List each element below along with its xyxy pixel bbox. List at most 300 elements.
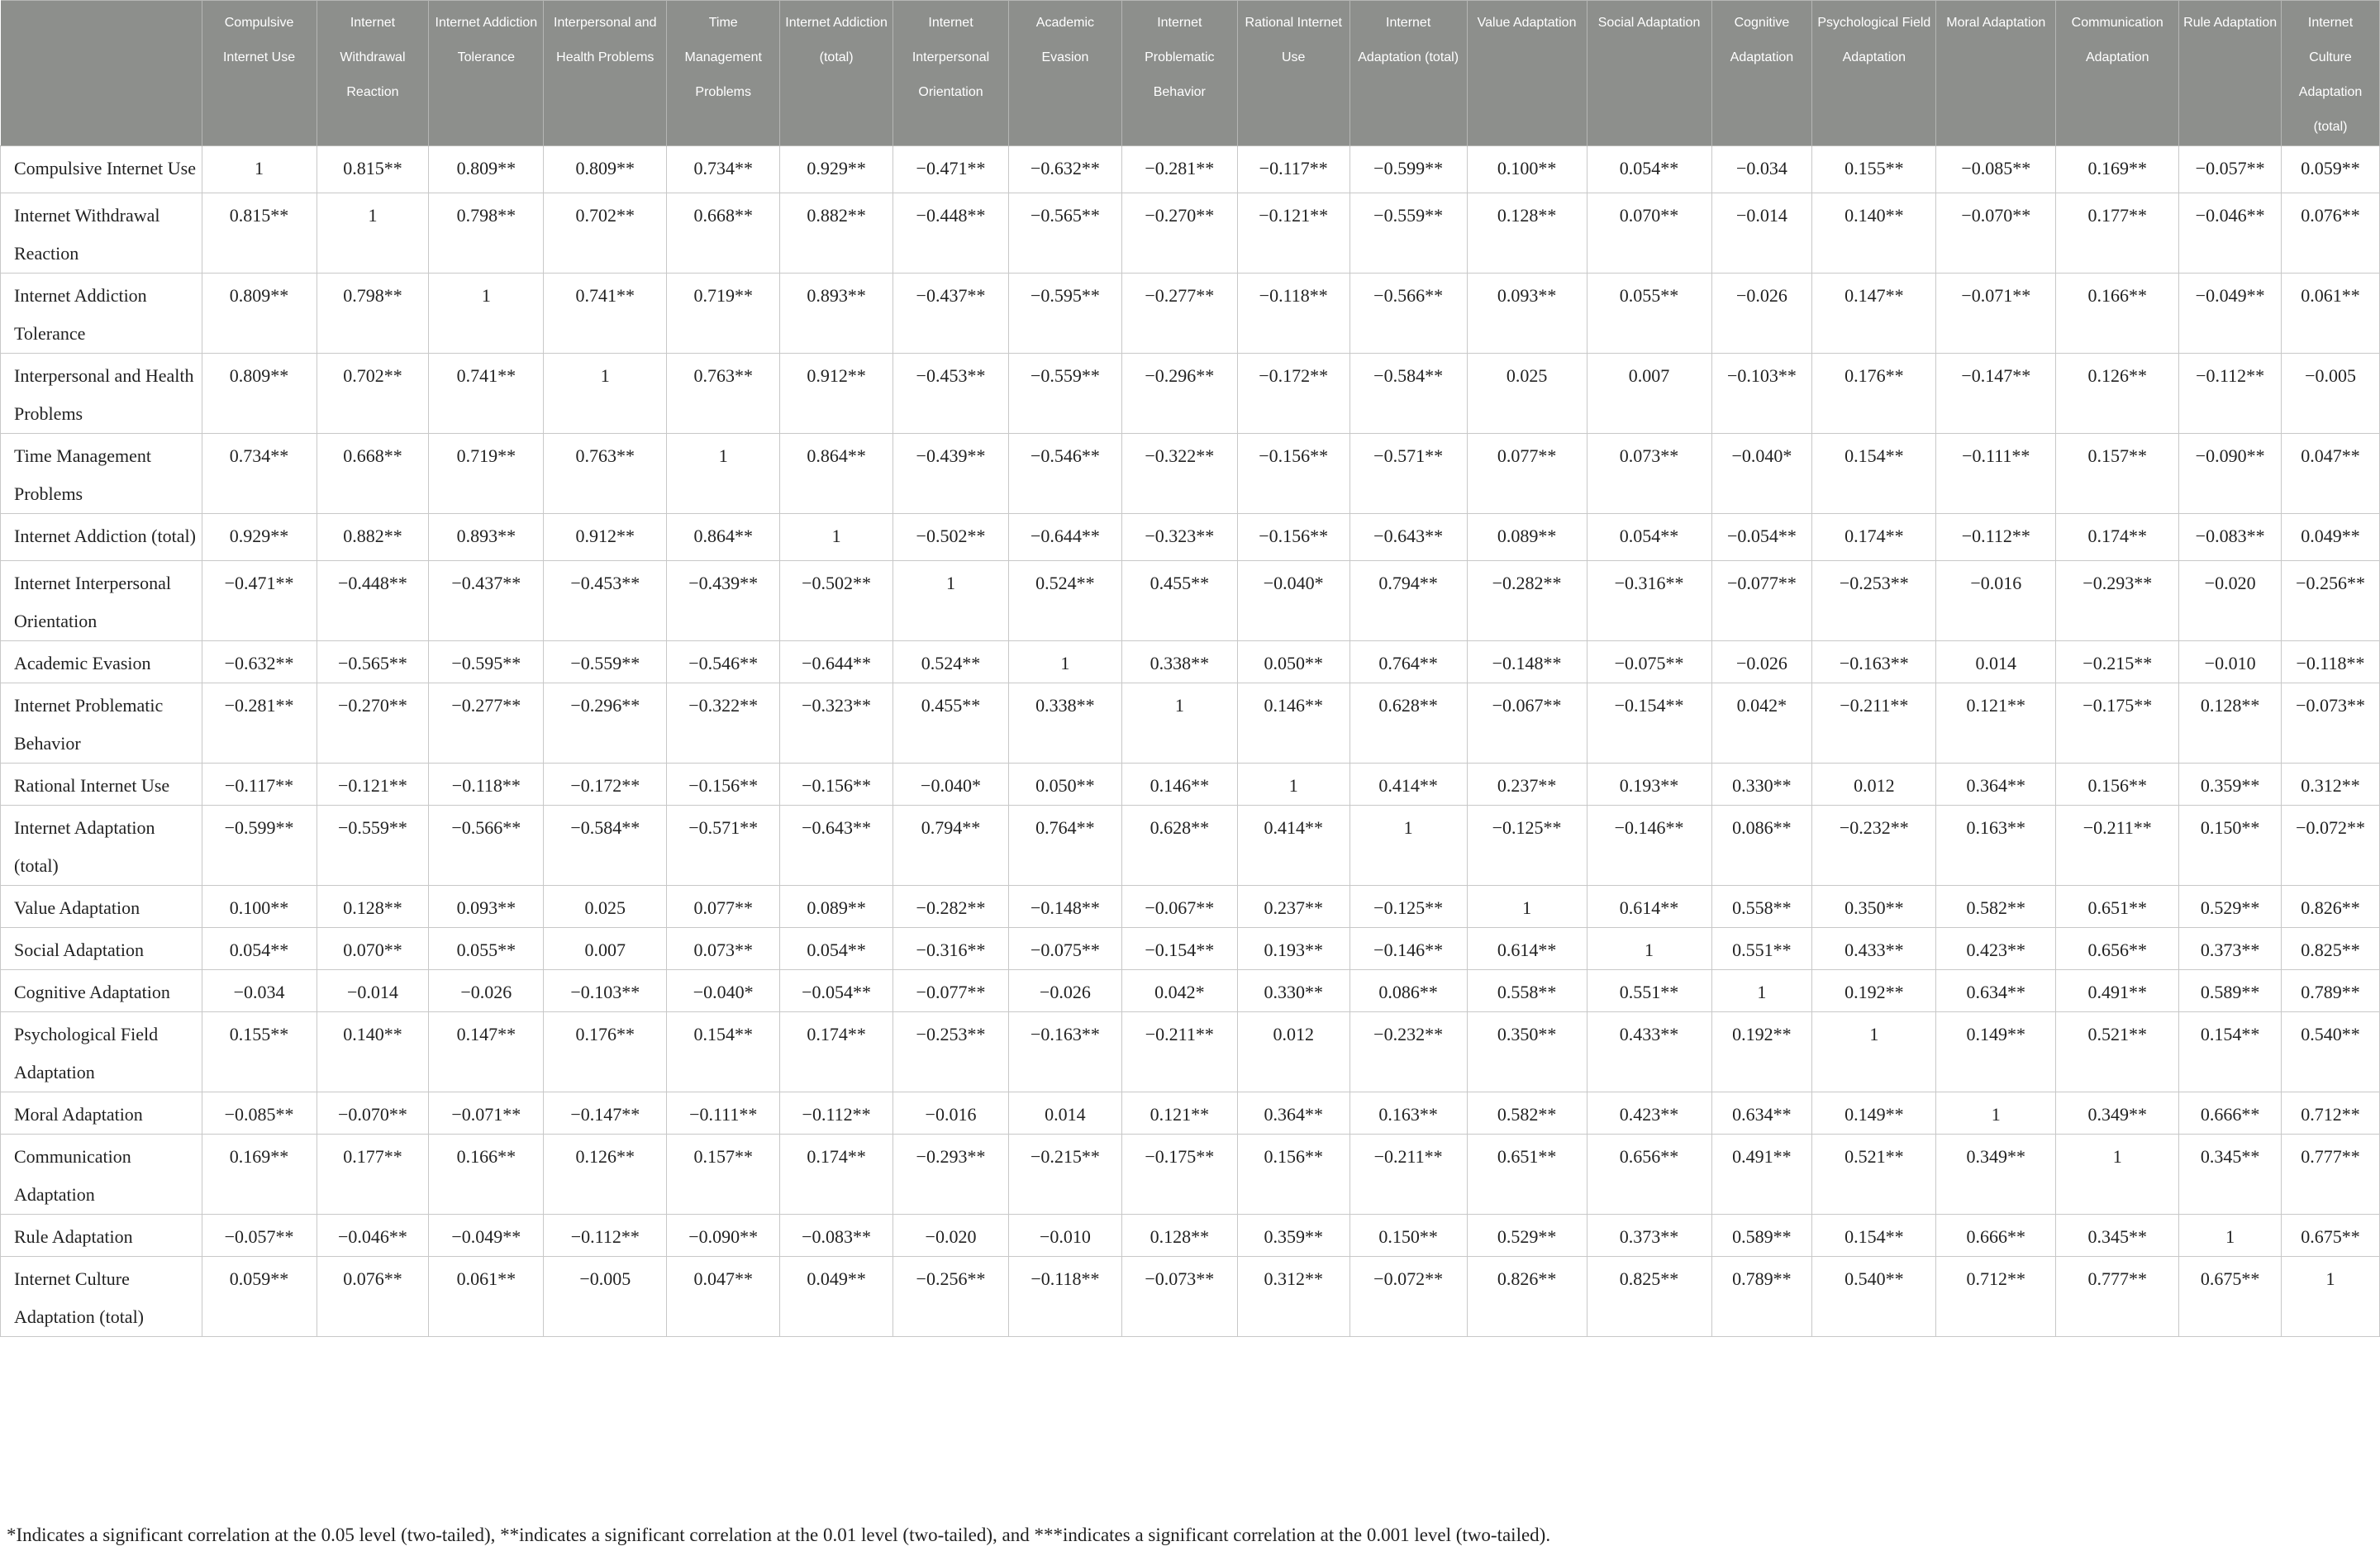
row-label: Rational Internet Use — [1, 764, 202, 806]
correlation-cell: −0.559** — [544, 641, 667, 683]
correlation-cell: 0.893** — [429, 514, 544, 561]
row-label: Psychological Field Adaptation — [1, 1012, 202, 1092]
correlation-cell: 0.163** — [1936, 806, 2056, 886]
correlation-cell: 0.668** — [667, 193, 780, 274]
correlation-cell: 0.373** — [2179, 928, 2282, 970]
correlation-cell: 0.089** — [1467, 514, 1587, 561]
correlation-cell: −0.471** — [893, 146, 1009, 193]
table-row — [1, 970, 2380, 1012]
correlation-cell: 0.012 — [1237, 1012, 1349, 1092]
correlation-cell: −0.147** — [544, 1092, 667, 1135]
correlation-cell: 0.524** — [1008, 561, 1121, 641]
correlation-cell: 0.073** — [1587, 434, 1711, 514]
correlation-cell: 0.174** — [780, 1135, 893, 1215]
correlation-cell: −0.172** — [1237, 354, 1349, 434]
correlation-cell: −0.323** — [780, 683, 893, 764]
row-label: Social Adaptation — [1, 928, 202, 970]
correlation-cell: 0.558** — [1711, 886, 1812, 928]
row-label: Moral Adaptation — [1, 1092, 202, 1135]
correlation-cell: −0.281** — [1121, 146, 1237, 193]
correlation-cell: −0.644** — [1008, 514, 1121, 561]
correlation-cell: 0.364** — [1936, 764, 2056, 806]
correlation-cell: 0.154** — [667, 1012, 780, 1092]
correlation-cell: 0.100** — [202, 886, 317, 928]
table-row — [1, 1135, 2380, 1215]
correlation-cell: 1 — [893, 561, 1009, 641]
correlation-cell: 0.156** — [2056, 764, 2179, 806]
correlation-cell: 0.614** — [1467, 928, 1587, 970]
correlation-cell: 0.146** — [1121, 764, 1237, 806]
correlation-cell: 0.359** — [1237, 1215, 1349, 1257]
correlation-cell: −0.014 — [317, 970, 429, 1012]
correlation-cell: −0.253** — [1812, 561, 1936, 641]
correlation-cell: 0.093** — [429, 886, 544, 928]
column-header: Psychological Field Adaptation — [1812, 1, 1936, 146]
correlation-cell: −0.175** — [2056, 683, 2179, 764]
correlation-cell: −0.040* — [1237, 561, 1349, 641]
correlation-cell: 0.121** — [1936, 683, 2056, 764]
correlation-cell: 1 — [1812, 1012, 1936, 1092]
table-row — [1, 434, 2380, 514]
correlation-cell: −0.632** — [202, 641, 317, 683]
correlation-cell: −0.070** — [1936, 193, 2056, 274]
correlation-cell: −0.559** — [317, 806, 429, 886]
correlation-cell: 0.764** — [1008, 806, 1121, 886]
correlation-cell: 0.540** — [2282, 1012, 2380, 1092]
correlation-cell: −0.049** — [429, 1215, 544, 1257]
correlation-cell: 0.809** — [202, 274, 317, 354]
correlation-cell: 0.826** — [1467, 1257, 1587, 1337]
correlation-cell: −0.103** — [1711, 354, 1812, 434]
correlation-cell: −0.148** — [1008, 886, 1121, 928]
correlation-cell: −0.546** — [667, 641, 780, 683]
correlation-cell: −0.256** — [893, 1257, 1009, 1337]
correlation-cell: 0.042* — [1121, 970, 1237, 1012]
correlation-cell: −0.034 — [202, 970, 317, 1012]
correlation-cell: −0.111** — [667, 1092, 780, 1135]
correlation-cell: 0.364** — [1237, 1092, 1349, 1135]
correlation-cell: −0.448** — [893, 193, 1009, 274]
corner-cell — [1, 1, 202, 146]
correlation-cell: 1 — [1237, 764, 1349, 806]
correlation-cell: −0.439** — [893, 434, 1009, 514]
correlation-cell: 0.912** — [544, 514, 667, 561]
correlation-cell: −0.054** — [780, 970, 893, 1012]
table-row — [1, 1215, 2380, 1257]
correlation-cell: 0.423** — [1587, 1092, 1711, 1135]
correlation-cell: 0.166** — [2056, 274, 2179, 354]
correlation-cell: 0.150** — [2179, 806, 2282, 886]
correlation-cell: 0.349** — [1936, 1135, 2056, 1215]
correlation-cell: −0.565** — [1008, 193, 1121, 274]
row-label: Internet Culture Adaptation (total) — [1, 1257, 202, 1337]
correlation-cell: −0.211** — [2056, 806, 2179, 886]
correlation-cell: 0.140** — [317, 1012, 429, 1092]
correlation-cell: 0.237** — [1467, 764, 1587, 806]
correlation-cell: −0.584** — [1349, 354, 1467, 434]
correlation-cell: −0.599** — [1349, 146, 1467, 193]
correlation-cell: 0.169** — [2056, 146, 2179, 193]
correlation-cell: −0.090** — [2179, 434, 2282, 514]
correlation-cell: 0.014 — [1008, 1092, 1121, 1135]
correlation-cell: 0.702** — [544, 193, 667, 274]
correlation-cell: −0.073** — [1121, 1257, 1237, 1337]
correlation-cell: 0.349** — [2056, 1092, 2179, 1135]
table-row — [1, 1257, 2380, 1337]
correlation-cell: 0.177** — [317, 1135, 429, 1215]
correlation-cell: 0.126** — [544, 1135, 667, 1215]
correlation-cell: −0.040* — [667, 970, 780, 1012]
correlation-cell: 0.047** — [667, 1257, 780, 1337]
correlation-cell: 0.330** — [1237, 970, 1349, 1012]
correlation-cell: −0.281** — [202, 683, 317, 764]
correlation-cell: 0.551** — [1711, 928, 1812, 970]
correlation-cell: 0.054** — [1587, 514, 1711, 561]
correlation-cell: −0.632** — [1008, 146, 1121, 193]
correlation-cell: 0.826** — [2282, 886, 2380, 928]
correlation-cell: 0.809** — [429, 146, 544, 193]
correlation-cell: −0.026 — [1711, 274, 1812, 354]
correlation-cell: −0.040* — [893, 764, 1009, 806]
correlation-cell: 0.193** — [1237, 928, 1349, 970]
table-row — [1, 928, 2380, 970]
table-row — [1, 514, 2380, 561]
table-body — [1, 146, 2380, 1337]
column-header: Moral Adaptation — [1936, 1, 2056, 146]
correlation-cell: 0.529** — [2179, 886, 2282, 928]
correlation-cell: −0.121** — [317, 764, 429, 806]
correlation-cell: 0.656** — [2056, 928, 2179, 970]
correlation-cell: 1 — [1711, 970, 1812, 1012]
correlation-cell: −0.148** — [1467, 641, 1587, 683]
correlation-cell: 0.734** — [202, 434, 317, 514]
correlation-cell: 0.089** — [780, 886, 893, 928]
correlation-cell: −0.253** — [893, 1012, 1009, 1092]
correlation-cell: 0.350** — [1467, 1012, 1587, 1092]
correlation-cell: −0.439** — [667, 561, 780, 641]
correlation-cell: 0.521** — [1812, 1135, 1936, 1215]
correlation-cell: −0.256** — [2282, 561, 2380, 641]
correlation-cell: 0.815** — [202, 193, 317, 274]
correlation-cell: 1 — [1467, 886, 1587, 928]
correlation-cell: −0.040* — [1711, 434, 1812, 514]
correlation-cell: −0.595** — [1008, 274, 1121, 354]
correlation-cell: −0.146** — [1349, 928, 1467, 970]
correlation-cell: −0.026 — [1008, 970, 1121, 1012]
correlation-cell: 0.675** — [2282, 1215, 2380, 1257]
column-header: Internet Interpersonal Orientation — [893, 1, 1009, 146]
correlation-cell: −0.282** — [893, 886, 1009, 928]
correlation-cell: −0.154** — [1121, 928, 1237, 970]
correlation-cell: 0.177** — [2056, 193, 2179, 274]
column-header: Cognitive Adaptation — [1711, 1, 1812, 146]
correlation-cell: −0.595** — [429, 641, 544, 683]
correlation-cell: −0.502** — [780, 561, 893, 641]
column-header: Academic Evasion — [1008, 1, 1121, 146]
correlation-cell: −0.075** — [1008, 928, 1121, 970]
correlation-cell: −0.112** — [1936, 514, 2056, 561]
correlation-cell: −0.090** — [667, 1215, 780, 1257]
correlation-cell: 0.330** — [1711, 764, 1812, 806]
correlation-cell: −0.026 — [1711, 641, 1812, 683]
correlation-cell: 0.455** — [893, 683, 1009, 764]
correlation-cell: 0.157** — [667, 1135, 780, 1215]
correlation-cell: 0.128** — [1121, 1215, 1237, 1257]
correlation-cell: 1 — [780, 514, 893, 561]
table-row — [1, 641, 2380, 683]
correlation-cell: 0.719** — [429, 434, 544, 514]
correlation-cell: −0.010 — [2179, 641, 2282, 683]
correlation-cell: 0.809** — [202, 354, 317, 434]
correlation-cell: 0.176** — [1812, 354, 1936, 434]
correlation-cell: −0.211** — [1349, 1135, 1467, 1215]
correlation-cell: 0.929** — [202, 514, 317, 561]
correlation-cell: 0.825** — [1587, 1257, 1711, 1337]
correlation-cell: −0.559** — [1349, 193, 1467, 274]
correlation-cell: 0.025 — [544, 886, 667, 928]
correlation-cell: 1 — [429, 274, 544, 354]
correlation-cell: 0.054** — [1587, 146, 1711, 193]
column-header: Internet Withdrawal Reaction — [317, 1, 429, 146]
correlation-cell: −0.077** — [893, 970, 1009, 1012]
correlation-cell: 0.312** — [2282, 764, 2380, 806]
column-header: Internet Addiction (total) — [780, 1, 893, 146]
correlation-cell: 0.192** — [1711, 1012, 1812, 1092]
correlation-cell: −0.277** — [429, 683, 544, 764]
correlation-cell: 0.128** — [1467, 193, 1587, 274]
correlation-cell: −0.270** — [317, 683, 429, 764]
correlation-cell: −0.071** — [429, 1092, 544, 1135]
correlation-cell: −0.071** — [1936, 274, 2056, 354]
correlation-cell: 0.789** — [1711, 1257, 1812, 1337]
table-row — [1, 146, 2380, 193]
correlation-cell: 0.042* — [1711, 683, 1812, 764]
correlation-cell: 0.929** — [780, 146, 893, 193]
correlation-cell: 0.794** — [1349, 561, 1467, 641]
correlation-cell: −0.026 — [429, 970, 544, 1012]
correlation-cell: 0.121** — [1121, 1092, 1237, 1135]
correlation-cell: −0.073** — [2282, 683, 2380, 764]
table-header — [1, 1, 2380, 146]
correlation-cell: 0.712** — [1936, 1257, 2056, 1337]
correlation-cell: −0.049** — [2179, 274, 2282, 354]
correlation-cell: −0.316** — [893, 928, 1009, 970]
correlation-cell: 1 — [1936, 1092, 2056, 1135]
correlation-cell: 0.007 — [1587, 354, 1711, 434]
correlation-cell: 0.789** — [2282, 970, 2380, 1012]
column-header: Rational Internet Use — [1237, 1, 1349, 146]
correlation-cell: 0.551** — [1587, 970, 1711, 1012]
correlation-cell: −0.644** — [780, 641, 893, 683]
correlation-cell: 0.524** — [893, 641, 1009, 683]
correlation-cell: 0.882** — [780, 193, 893, 274]
correlation-cell: 0.061** — [2282, 274, 2380, 354]
correlation-cell: −0.215** — [2056, 641, 2179, 683]
correlation-cell: 0.628** — [1121, 806, 1237, 886]
correlation-cell: 0.893** — [780, 274, 893, 354]
correlation-cell: 1 — [1121, 683, 1237, 764]
column-header: Internet Problematic Behavior — [1121, 1, 1237, 146]
correlation-cell: −0.571** — [1349, 434, 1467, 514]
correlation-cell: 0.128** — [317, 886, 429, 928]
correlation-cell: 0.050** — [1008, 764, 1121, 806]
correlation-cell: 0.712** — [2282, 1092, 2380, 1135]
correlation-cell: −0.085** — [1936, 146, 2056, 193]
correlation-cell: 0.147** — [429, 1012, 544, 1092]
column-header: Internet Culture Adaptation (total) — [2282, 1, 2380, 146]
column-header: Interpersonal and Health Problems — [544, 1, 667, 146]
correlation-cell: −0.565** — [317, 641, 429, 683]
row-label: Compulsive Internet Use — [1, 146, 202, 193]
correlation-cell: 0.825** — [2282, 928, 2380, 970]
correlation-cell: 0.734** — [667, 146, 780, 193]
correlation-cell: −0.437** — [893, 274, 1009, 354]
correlation-cell: 0.521** — [2056, 1012, 2179, 1092]
correlation-cell: 0.076** — [2282, 193, 2380, 274]
correlation-cell: −0.316** — [1587, 561, 1711, 641]
correlation-cell: −0.075** — [1587, 641, 1711, 683]
correlation-cell: 0.529** — [1467, 1215, 1587, 1257]
correlation-cell: 0.719** — [667, 274, 780, 354]
correlation-cell: −0.559** — [1008, 354, 1121, 434]
table-row — [1, 354, 2380, 434]
correlation-cell: 0.163** — [1349, 1092, 1467, 1135]
correlation-cell: 1 — [202, 146, 317, 193]
correlation-cell: −0.571** — [667, 806, 780, 886]
correlation-cell: −0.020 — [893, 1215, 1009, 1257]
correlation-cell: 0.350** — [1812, 886, 1936, 928]
correlation-cell: 0.634** — [1711, 1092, 1812, 1135]
correlation-cell: 0.055** — [429, 928, 544, 970]
correlation-cell: 0.359** — [2179, 764, 2282, 806]
correlation-cell: 0.156** — [1237, 1135, 1349, 1215]
correlation-cell: 0.047** — [2282, 434, 2380, 514]
correlation-cell: 0.763** — [667, 354, 780, 434]
correlation-cell: −0.083** — [2179, 514, 2282, 561]
correlation-cell: 0.777** — [2282, 1135, 2380, 1215]
row-label: Internet Problematic Behavior — [1, 683, 202, 764]
correlation-cell: −0.156** — [780, 764, 893, 806]
correlation-cell: −0.163** — [1812, 641, 1936, 683]
correlation-cell: −0.077** — [1711, 561, 1812, 641]
correlation-cell: 0.651** — [1467, 1135, 1587, 1215]
correlation-cell: −0.147** — [1936, 354, 2056, 434]
correlation-cell: −0.566** — [1349, 274, 1467, 354]
correlation-cell: 0.345** — [2056, 1215, 2179, 1257]
table-row — [1, 1092, 2380, 1135]
correlation-cell: 0.014 — [1936, 641, 2056, 683]
correlation-cell: −0.156** — [1237, 434, 1349, 514]
table-row — [1, 193, 2380, 274]
correlation-cell: −0.453** — [544, 561, 667, 641]
correlation-cell: 0.589** — [2179, 970, 2282, 1012]
correlation-cell: 0.864** — [780, 434, 893, 514]
correlation-cell: 0.741** — [429, 354, 544, 434]
correlation-cell: 0.312** — [1237, 1257, 1349, 1337]
correlation-cell: −0.057** — [202, 1215, 317, 1257]
table-row — [1, 683, 2380, 764]
correlation-cell: −0.112** — [780, 1092, 893, 1135]
row-label: Academic Evasion — [1, 641, 202, 683]
correlation-cell: 0.169** — [202, 1135, 317, 1215]
correlation-cell: −0.293** — [2056, 561, 2179, 641]
column-header: Internet Addiction Tolerance — [429, 1, 544, 146]
correlation-cell: 0.128** — [2179, 683, 2282, 764]
correlation-cell: −0.070** — [317, 1092, 429, 1135]
correlation-cell: −0.010 — [1008, 1215, 1121, 1257]
correlation-cell: 0.798** — [317, 274, 429, 354]
correlation-cell: −0.118** — [1008, 1257, 1121, 1337]
row-label: Communication Adaptation — [1, 1135, 202, 1215]
correlation-cell: 0.777** — [2056, 1257, 2179, 1337]
correlation-cell: −0.322** — [1121, 434, 1237, 514]
correlation-cell: −0.282** — [1467, 561, 1587, 641]
table-row — [1, 886, 2380, 928]
correlation-cell: 0.070** — [317, 928, 429, 970]
correlation-cell: −0.448** — [317, 561, 429, 641]
correlation-cell: 0.540** — [1812, 1257, 1936, 1337]
correlation-cell: −0.112** — [544, 1215, 667, 1257]
correlation-cell: −0.072** — [1349, 1257, 1467, 1337]
correlation-cell: 0.702** — [317, 354, 429, 434]
correlation-cell: 0.338** — [1008, 683, 1121, 764]
correlation-cell: 0.149** — [1812, 1092, 1936, 1135]
correlation-cell: 0.809** — [544, 146, 667, 193]
correlation-cell: 0.423** — [1936, 928, 2056, 970]
correlation-cell: 0.059** — [202, 1257, 317, 1337]
correlation-cell: 0.050** — [1237, 641, 1349, 683]
correlation-cell: 0.054** — [780, 928, 893, 970]
table-row — [1, 274, 2380, 354]
correlation-cell: 1 — [2179, 1215, 2282, 1257]
correlation-cell: 0.589** — [1711, 1215, 1812, 1257]
correlation-cell: 0.582** — [1467, 1092, 1587, 1135]
correlation-cell: 0.628** — [1349, 683, 1467, 764]
correlation-cell: −0.437** — [429, 561, 544, 641]
correlation-cell: 0.433** — [1812, 928, 1936, 970]
correlation-cell: 0.049** — [2282, 514, 2380, 561]
correlation-cell: 0.912** — [780, 354, 893, 434]
correlation-cell: −0.471** — [202, 561, 317, 641]
correlation-cell: −0.584** — [544, 806, 667, 886]
correlation-cell: −0.046** — [317, 1215, 429, 1257]
correlation-cell: −0.118** — [429, 764, 544, 806]
correlation-cell: 0.076** — [317, 1257, 429, 1337]
correlation-cell: 0.582** — [1936, 886, 2056, 928]
correlation-cell: −0.156** — [1237, 514, 1349, 561]
column-header: Value Adaptation — [1467, 1, 1587, 146]
correlation-cell: −0.163** — [1008, 1012, 1121, 1092]
correlation-cell: 0.414** — [1237, 806, 1349, 886]
correlation-cell: −0.072** — [2282, 806, 2380, 886]
correlation-cell: −0.034 — [1711, 146, 1812, 193]
correlation-cell: 0.668** — [317, 434, 429, 514]
correlation-cell: −0.016 — [893, 1092, 1009, 1135]
correlation-cell: 0.154** — [1812, 434, 1936, 514]
correlation-cell: −0.154** — [1587, 683, 1711, 764]
correlation-cell: 0.614** — [1587, 886, 1711, 928]
correlation-cell: −0.118** — [1237, 274, 1349, 354]
correlation-cell: 0.054** — [202, 928, 317, 970]
correlation-cell: 0.666** — [1936, 1215, 2056, 1257]
correlation-cell: 1 — [2282, 1257, 2380, 1337]
correlation-cell: −0.067** — [1121, 886, 1237, 928]
correlation-cell: −0.215** — [1008, 1135, 1121, 1215]
correlation-cell: 0.007 — [544, 928, 667, 970]
correlation-cell: 0.764** — [1349, 641, 1467, 683]
correlation-cell: −0.121** — [1237, 193, 1349, 274]
correlation-cell: 0.174** — [780, 1012, 893, 1092]
